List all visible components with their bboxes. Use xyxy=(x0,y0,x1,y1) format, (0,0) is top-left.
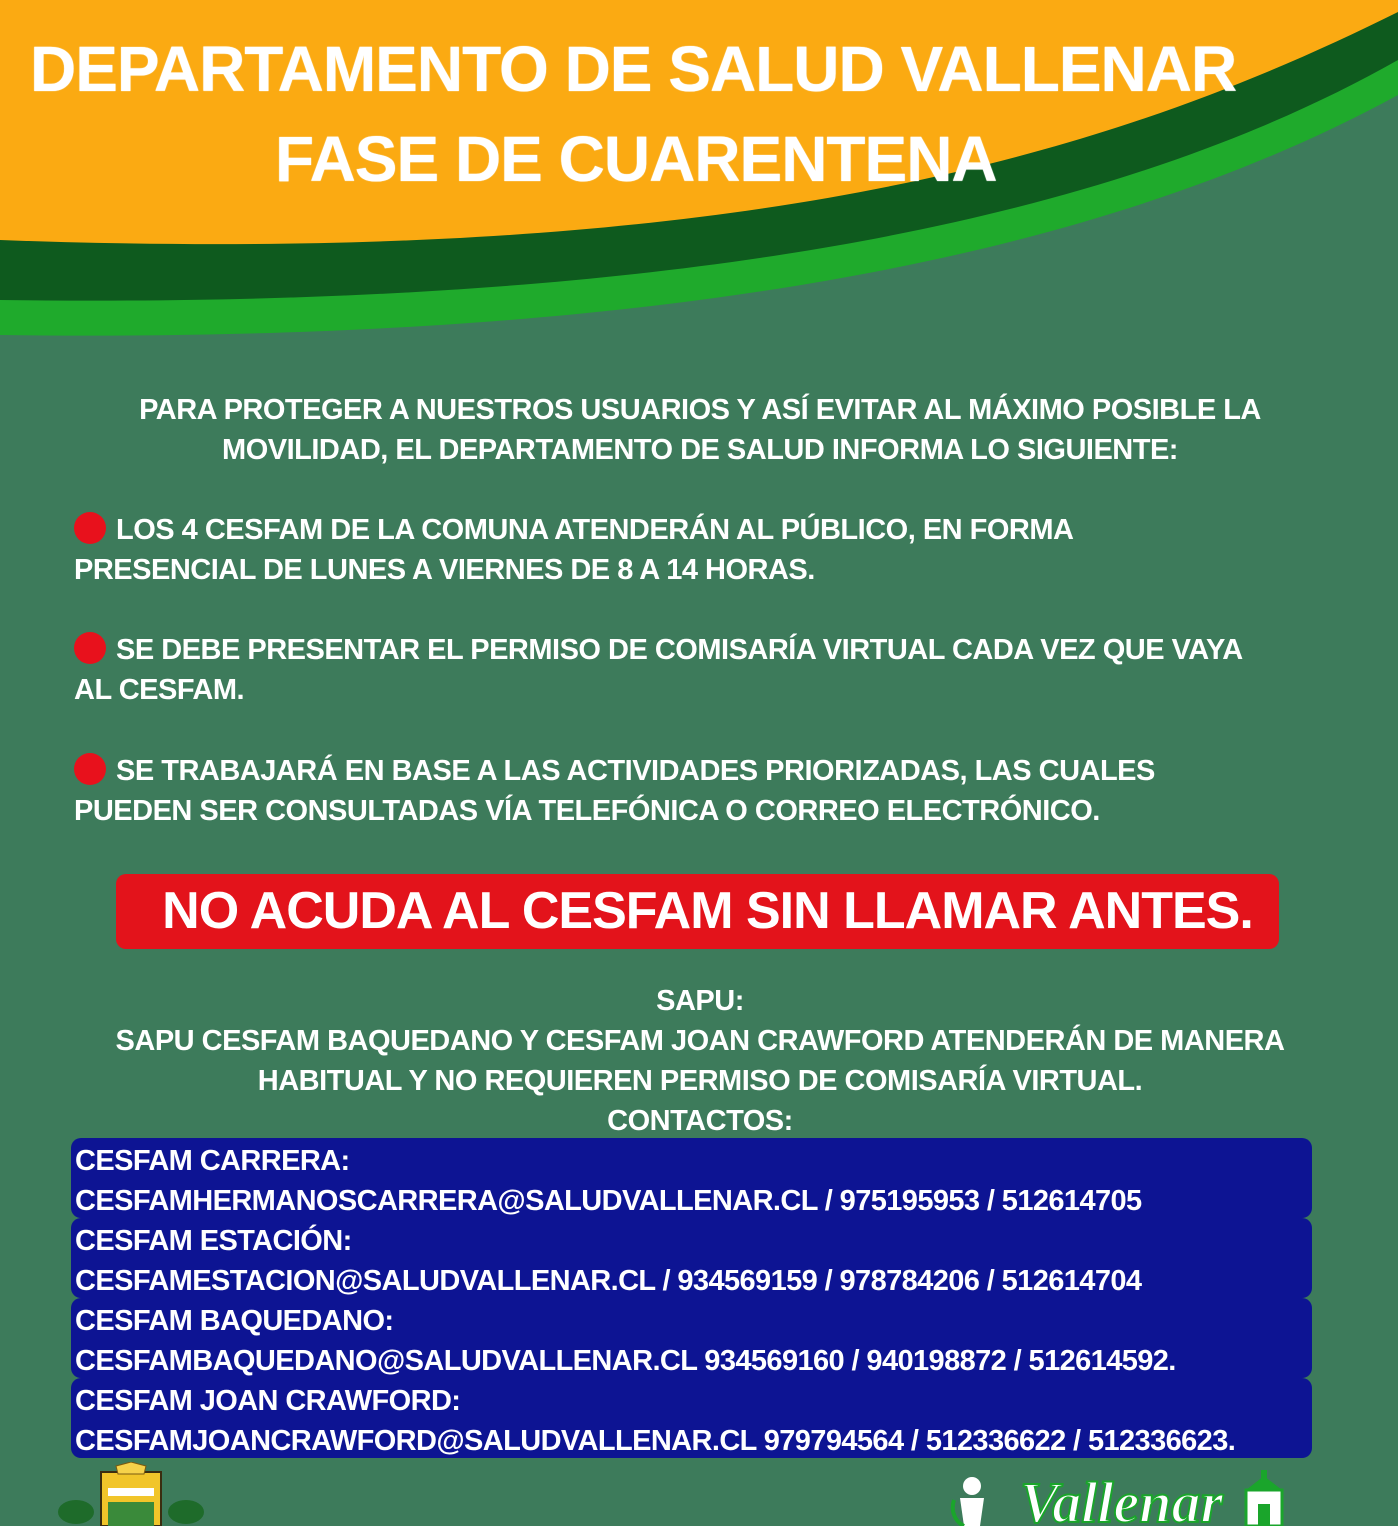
bullet-text: LOS 4 CESFAM DE LA COMUNA ATENDERÁN AL PÚBLICO, EN FORMA xyxy=(116,514,1074,546)
contacts-heading: CONTACTOS: xyxy=(607,1105,793,1137)
contact-name: CESFAM CARRERA: xyxy=(75,1145,350,1177)
vallenar-logo-text: Vallenar xyxy=(1020,1470,1224,1526)
page-title-line-1: DEPARTAMENTO DE SALUD VALLENAR xyxy=(30,33,1237,105)
bullet-item xyxy=(74,751,1314,831)
sapu-line: SAPU CESFAM BAQUEDANO Y CESFAM JOAN CRAWFORD ATENDERÁN DE MANERA xyxy=(115,1025,1285,1057)
bullet-text: PUEDEN SER CONSULTADAS VÍA TELEFÓNICA O CORREO ELECTRÓNICO. xyxy=(74,795,1100,827)
sapu-line: HABITUAL Y NO REQUIEREN PERMISO DE COMISARÍA VIRTUAL. xyxy=(257,1065,1143,1097)
intro-line: PARA PROTEGER A NUESTROS USUARIOS Y ASÍ EVITAR AL MÁXIMO POSIBLE LA xyxy=(139,394,1261,426)
contact-name: CESFAM JOAN CRAWFORD: xyxy=(75,1385,461,1417)
bullet-text: AL CESFAM. xyxy=(74,674,245,706)
sapu-heading: SAPU: xyxy=(656,985,744,1017)
page-title-line-2: FASE DE CUARENTENA xyxy=(275,123,997,195)
contact-card-baquedano xyxy=(71,1298,1312,1378)
contact-details[interactable]: CESFAMJOANCRAWFORD@SALUDVALLENAR.CL 979794564 / 512336622 / 512336623. xyxy=(75,1425,1236,1457)
vallenar-coat-of-arms-icon xyxy=(56,1462,206,1526)
contact-card-carrera xyxy=(71,1138,1312,1218)
contact-details[interactable]: CESFAMHERMANOSCARRERA@SALUDVALLENAR.CL / 975195953 / 512614705 xyxy=(75,1185,1142,1217)
church-icon xyxy=(1246,1470,1282,1526)
bullet-text: SE TRABAJARÁ EN BASE A LAS ACTIVIDADES PRIORIZADAS, LAS CUALES xyxy=(116,755,1155,787)
bullet-text: PRESENCIAL DE LUNES A VIERNES DE 8 A 14 HORAS. xyxy=(74,554,815,586)
sapu-section xyxy=(60,981,1340,1141)
contact-name: CESFAM BAQUEDANO: xyxy=(75,1305,394,1337)
contact-details[interactable]: CESFAMESTACION@SALUDVALLENAR.CL / 934569159 / 978784206 / 512614704 xyxy=(75,1265,1142,1297)
red-bullet-icon xyxy=(74,753,106,785)
warning-banner: NO ACUDA AL CESFAM SIN LLAMAR ANTES. xyxy=(116,874,1279,949)
intro-text xyxy=(60,390,1340,470)
bullet-item xyxy=(74,630,1314,710)
contacts-list xyxy=(71,1138,1312,1458)
contact-name: CESFAM ESTACIÓN: xyxy=(75,1225,352,1257)
vallenar-municipal-logo xyxy=(950,1470,1290,1526)
figure-logo-icon xyxy=(953,1477,984,1526)
contact-details[interactable]: CESFAMBAQUEDANO@SALUDVALLENAR.CL 934569160 / 940198872 / 512614592. xyxy=(75,1345,1176,1377)
bullet-text: SE DEBE PRESENTAR EL PERMISO DE COMISARÍA VIRTUAL CADA VEZ QUE VAYA xyxy=(116,634,1243,666)
contact-card-joan-crawford xyxy=(71,1378,1312,1458)
intro-line: MOVILIDAD, EL DEPARTAMENTO DE SALUD INFORMA LO SIGUIENTE: xyxy=(222,434,1178,466)
red-bullet-icon xyxy=(74,632,106,664)
red-bullet-icon xyxy=(74,512,106,544)
contact-card-estacion xyxy=(71,1218,1312,1298)
bullet-item xyxy=(74,510,1314,590)
